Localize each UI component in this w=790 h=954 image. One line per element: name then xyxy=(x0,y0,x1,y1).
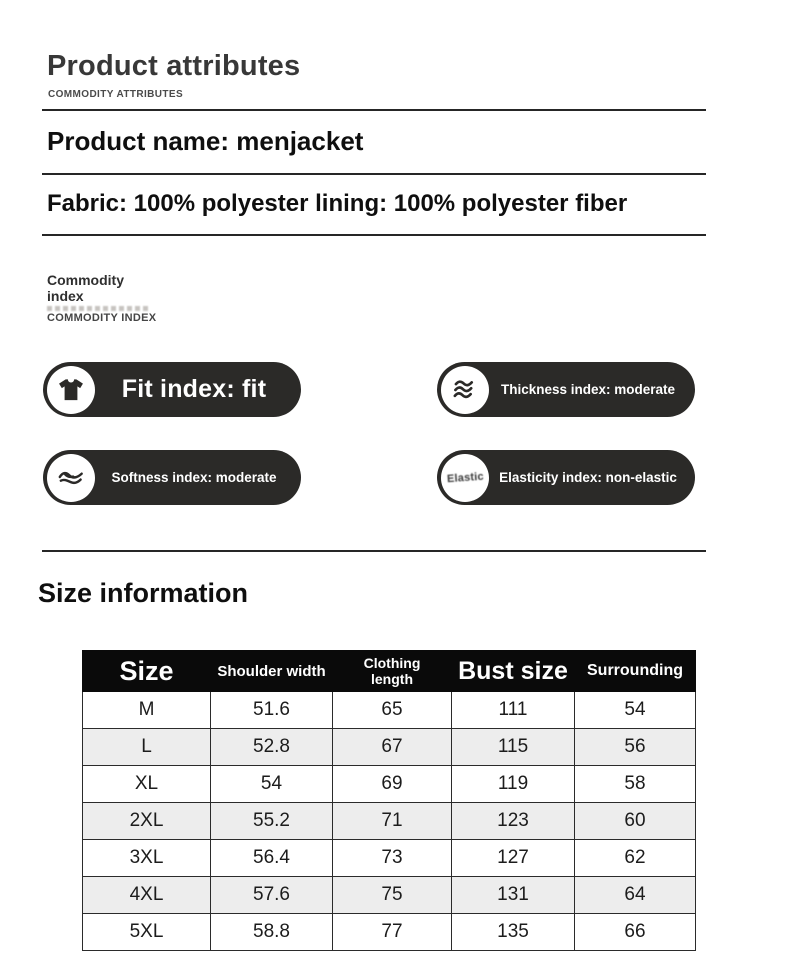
column-header-surrounding: Surrounding xyxy=(575,651,696,692)
table-cell: M xyxy=(83,692,211,729)
table-cell: 131 xyxy=(452,877,575,914)
badge-label: Fit index: fit xyxy=(121,375,267,404)
table-row xyxy=(83,766,696,803)
badge-label: Thickness index: moderate xyxy=(500,382,676,398)
table-cell: 55.2 xyxy=(211,803,333,840)
column-header-size: Size xyxy=(83,651,211,692)
size-table xyxy=(82,650,696,951)
product-name-text: Product name: menjacket xyxy=(47,126,364,156)
table-cell: 58 xyxy=(575,766,696,803)
table-cell: 64 xyxy=(575,877,696,914)
commodity-index-header xyxy=(47,272,790,324)
badge-fit-index xyxy=(43,362,301,417)
table-cell: L xyxy=(83,729,211,766)
divider xyxy=(42,234,706,236)
badge-thickness-index xyxy=(437,362,695,417)
fabric-row xyxy=(42,175,706,234)
table-cell: 52.8 xyxy=(211,729,333,766)
table-cell: 66 xyxy=(575,914,696,951)
table-row xyxy=(83,692,696,729)
section-divider-wrap xyxy=(42,550,706,552)
table-cell: 5XL xyxy=(83,914,211,951)
table-cell: 56 xyxy=(575,729,696,766)
elastic-text-icon xyxy=(441,454,489,502)
table-cell: 69 xyxy=(333,766,452,803)
table-row xyxy=(83,803,696,840)
table-row xyxy=(83,729,696,766)
table-cell: 111 xyxy=(452,692,575,729)
table-row xyxy=(83,840,696,877)
column-header-clothing-length: Clothing length xyxy=(333,651,452,692)
table-cell: 77 xyxy=(333,914,452,951)
blurred-text-artifact xyxy=(47,306,151,311)
table-cell: 60 xyxy=(575,803,696,840)
product-attributes-section xyxy=(42,0,706,236)
table-cell: 51.6 xyxy=(211,692,333,729)
badge-label: Softness index: moderate xyxy=(111,470,277,486)
size-information-title: Size information xyxy=(38,578,249,609)
table-cell: 58.8 xyxy=(211,914,333,951)
elastic-icon-word: Elastic xyxy=(446,470,484,485)
table-cell: 65 xyxy=(333,692,452,729)
table-cell: 54 xyxy=(211,766,333,803)
divider xyxy=(42,550,706,552)
table-cell: 71 xyxy=(333,803,452,840)
commodity-index-label: Commodity index xyxy=(47,272,124,305)
softness-waves-icon xyxy=(47,454,95,502)
table-cell: 115 xyxy=(452,729,575,766)
table-cell: 135 xyxy=(452,914,575,951)
table-cell: 123 xyxy=(452,803,575,840)
badge-label: Elasticity index: non-elastic xyxy=(499,470,677,486)
table-cell: 3XL xyxy=(83,840,211,877)
tshirt-icon xyxy=(47,366,95,414)
badge-elasticity-index xyxy=(437,450,695,505)
table-cell: XL xyxy=(83,766,211,803)
thickness-waves-icon xyxy=(441,366,489,414)
table-cell: 75 xyxy=(333,877,452,914)
table-cell: 2XL xyxy=(83,803,211,840)
commodity-index-sublabel: COMMODITY INDEX xyxy=(47,312,157,325)
table-cell: 54 xyxy=(575,692,696,729)
product-attributes-header xyxy=(42,0,706,100)
table-cell: 62 xyxy=(575,840,696,877)
table-cell: 67 xyxy=(333,729,452,766)
size-table-body xyxy=(83,692,696,951)
badge-softness-index xyxy=(43,450,301,505)
page-title: Product attributes xyxy=(47,50,301,82)
column-header-bust-size: Bust size xyxy=(452,651,575,692)
table-row xyxy=(83,877,696,914)
index-badges xyxy=(43,362,790,505)
page-subtitle: COMMODITY ATTRIBUTES xyxy=(48,89,184,100)
product-name-row xyxy=(42,111,706,173)
table-cell: 57.6 xyxy=(211,877,333,914)
column-header-shoulder-width: Shoulder width xyxy=(211,651,333,692)
size-table-header-row xyxy=(83,651,696,692)
table-row xyxy=(83,914,696,951)
table-cell: 4XL xyxy=(83,877,211,914)
table-cell: 73 xyxy=(333,840,452,877)
table-cell: 127 xyxy=(452,840,575,877)
fabric-text: Fabric: 100% polyester lining: 100% polyester fiber xyxy=(47,190,628,217)
table-cell: 56.4 xyxy=(211,840,333,877)
table-cell: 119 xyxy=(452,766,575,803)
